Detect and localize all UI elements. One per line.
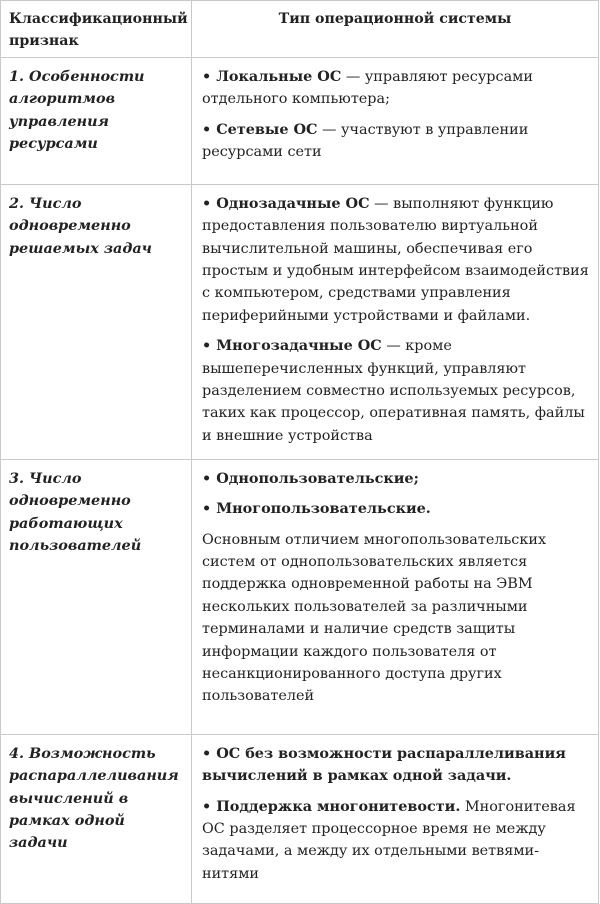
item-text: — выполняют функцию предоставления пользователю виртуальной вычислительной машины, обеспечивая его простым и удобным интерфейсом взаимодействия с компьютером, средствами управления периферийными устройствами и файлами.: [202, 195, 589, 324]
item-text: Многонитевая ОС разделяет процессорное время не между задачами, а между их отдельными ветвями-нитями: [202, 798, 576, 882]
os-type-cell: [192, 57, 599, 184]
item-bold: • ОС без возможности распараллеливания вычислений в рамках одной задачи.: [202, 744, 566, 785]
header-os-type: Тип операционной системы: [192, 1, 599, 58]
list-item: [202, 66, 592, 111]
list-item: [202, 119, 592, 164]
item-bold: • Однозадачные ОС: [202, 194, 370, 212]
item-text: — управляют ресурсами отдельного компьютера;: [202, 68, 533, 108]
item-bold: • Сетевые ОС: [202, 120, 318, 138]
item-bold: • Локальные ОС: [202, 67, 342, 85]
item-text: Основным отличием многопользовательских систем от однопользовательских является поддержка одновременной работы на ЭВМ нескольких пользователей за различными терминалами и наличие средств защиты информации каждого пользователя от несанкционированного доступа других пользователей: [202, 531, 547, 705]
os-type-cell: [192, 459, 599, 734]
os-type-cell: [192, 184, 599, 459]
list-item: [202, 498, 592, 520]
item-text: — участвуют в управлении ресурсами сети: [202, 121, 529, 161]
criterion-cell: 3. Число одновременно работающих пользователей: [1, 459, 192, 734]
description-paragraph: [202, 529, 592, 708]
item-bold: • Однопользовательские;: [202, 469, 419, 487]
item-bold: • Многозадачные ОС: [202, 337, 382, 355]
criterion-cell: 2. Число одновременно решаемых задач: [1, 184, 192, 459]
table-row: [1, 57, 599, 184]
os-type-cell: [192, 734, 599, 903]
item-text: — кроме вышеперечисленных функций, управляют разделением совместно используемых ресурсов, таких как процессор, оперативная память, файлы и внешние устройства: [202, 338, 585, 444]
list-item: [202, 468, 592, 490]
criterion-cell: 1. Особенности алгоритмов управления ресурсами: [1, 57, 192, 184]
list-item: [202, 193, 592, 327]
list-item: [202, 335, 592, 447]
list-item: [202, 743, 592, 788]
criterion-cell: 4. Возможность распараллеливания вычислений в рамках одной задачи: [1, 734, 192, 903]
table-row: [1, 184, 599, 459]
list-item: [202, 796, 592, 886]
header-row: [1, 1, 599, 58]
item-bold: • Многопользовательские.: [202, 500, 431, 518]
table-row: [1, 734, 599, 903]
item-bold: • Поддержка многонитевости.: [202, 797, 461, 815]
table-row: [1, 459, 599, 734]
header-criterion: Классификационный признак: [1, 1, 192, 58]
